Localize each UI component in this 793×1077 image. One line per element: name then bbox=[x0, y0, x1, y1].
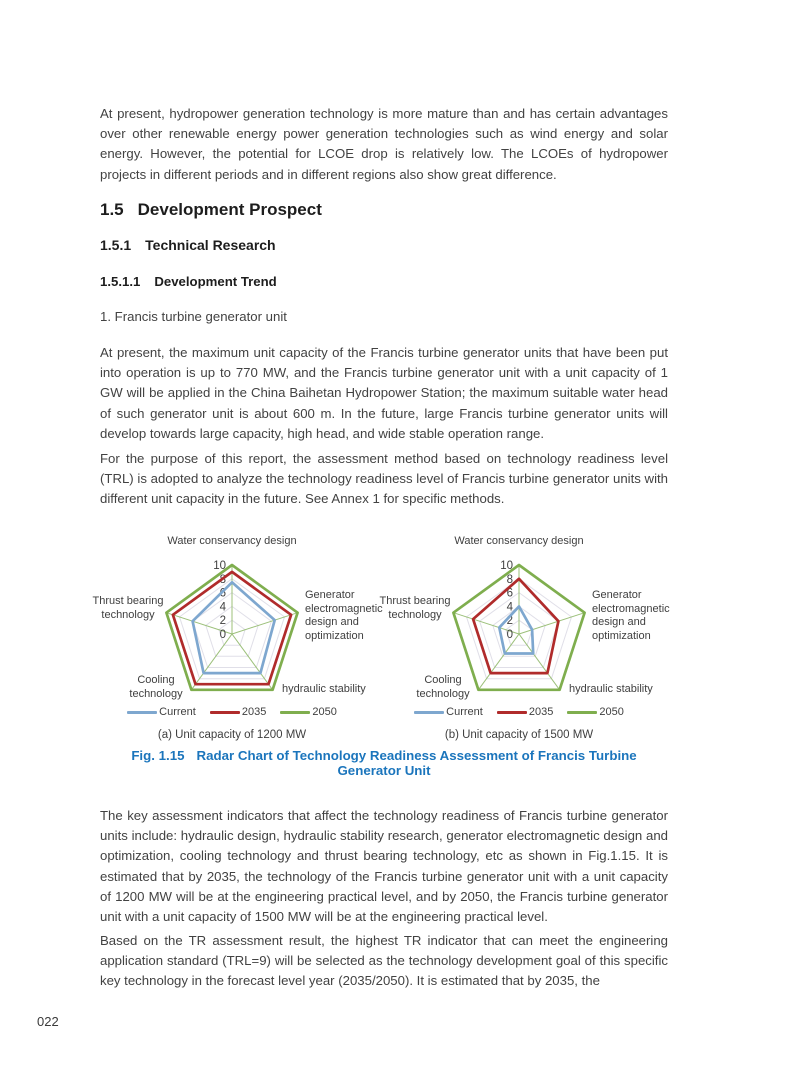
subcaption-b: (b) Unit capacity of 1500 MW bbox=[444, 729, 594, 741]
axis-label-cooling-technology: Cooling technology bbox=[416, 674, 470, 700]
legend-label-2035: 2035 bbox=[528, 706, 554, 718]
svg-text:6: 6 bbox=[219, 587, 226, 600]
legend-label-2050: 2050 bbox=[312, 706, 337, 718]
figure-caption-label: Fig. 1.15 bbox=[131, 748, 185, 763]
subsection-heading bbox=[100, 237, 668, 253]
radar-panel-a bbox=[82, 533, 382, 745]
legend-item-2050 bbox=[567, 706, 623, 718]
legend-item-2035 bbox=[210, 706, 266, 718]
line-2050-swatch bbox=[280, 711, 310, 714]
axis-label-thrust-bearing: Thrust bearing technology bbox=[379, 595, 451, 621]
subsubsection-title: Development Trend bbox=[154, 274, 277, 289]
current-line-swatch bbox=[414, 711, 444, 714]
legend-b bbox=[369, 706, 669, 718]
axis-label-generator-electromagnetic: Generator electromagnetic design and optimization bbox=[592, 589, 670, 642]
radar-chart-1200mw bbox=[82, 547, 382, 705]
legend-item-current bbox=[127, 706, 196, 718]
legend-item-2035 bbox=[497, 706, 553, 718]
subcaption-a: (a) Unit capacity of 1200 MW bbox=[157, 729, 307, 741]
svg-text:8: 8 bbox=[506, 573, 513, 586]
paragraph-key-indicators: The key assessment indicators that affect the technology readiness of Francis turbine generator units include: hydraulic design, hydraulic stability research, generator electromagnetic design and optimization, cooling technology and thrust bearing technology, etc as shown in Fig.1.15. It is estimated that by 2035, the technology of the Francis turbine generator unit with a unit capacity of 1200 MW will be at the engineering practical level, and by 2050, the Francis turbine generator unit with a unit capacity of 1500 MW will be at the engineering practical level. bbox=[100, 808, 668, 925]
paragraph-francis-capacity: At present, the maximum unit capacity of the Francis turbine generator units that have been put into operation is up to 770 MW, and the Francis turbine generator unit with a unit capacity of 1 GW will be applied in the China Baihetan Hydropower Station; the maximum suitable water head of such generator unit is about 600 m. In the future, large Francis turbine generator units will develop towards large capacity, high head, and wide stable operation range. bbox=[100, 345, 668, 441]
svg-text:6: 6 bbox=[506, 587, 513, 600]
svg-text:4: 4 bbox=[219, 601, 226, 614]
svg-text:10: 10 bbox=[213, 560, 226, 572]
legend-label-2050: 2050 bbox=[599, 706, 624, 718]
figure-caption bbox=[100, 748, 668, 778]
line-2035-swatch bbox=[210, 711, 240, 714]
line-2050-swatch bbox=[567, 711, 597, 714]
axis-label-water-conservancy: Water conservancy design bbox=[454, 535, 584, 547]
section-title: Development Prospect bbox=[137, 200, 322, 219]
svg-text:2: 2 bbox=[506, 615, 513, 628]
paragraph-intro: At present, hydropower generation technology is more mature than and has certain advantages over other renewable energy power generation technologies such as wind energy and solar energy. However, the potential for LCOE drop is relatively low. The LCOEs of hydropower projects in different periods and in different regions also show great difference. bbox=[100, 106, 668, 182]
axis-label-water-conservancy: Water conservancy design bbox=[167, 535, 297, 547]
subsubsection-number: 1.5.1.1 bbox=[100, 274, 141, 289]
legend-label-current: Current bbox=[446, 706, 483, 718]
radar-panel-b bbox=[369, 533, 669, 745]
svg-text:0: 0 bbox=[219, 629, 226, 641]
legend-a bbox=[82, 706, 382, 718]
svg-text:8: 8 bbox=[219, 573, 226, 586]
legend-item-current bbox=[414, 706, 483, 718]
legend-label-current: Current bbox=[159, 706, 196, 718]
axis-label-generator-electromagnetic: Generator electromagnetic design and optimization bbox=[305, 589, 383, 642]
svg-text:10: 10 bbox=[500, 560, 513, 572]
svg-text:2: 2 bbox=[219, 615, 226, 628]
axis-label-cooling-technology: Cooling technology bbox=[129, 674, 183, 700]
subsubsection-heading bbox=[100, 274, 668, 289]
current-line-swatch bbox=[127, 711, 157, 714]
radar-chart-1500mw bbox=[369, 547, 669, 705]
paragraph-tr-assessment: Based on the TR assessment result, the highest TR indicator that can meet the engineering application standard (TRL=9) will be selected as the technology development goal of this specific key technology in the forecast level year (2035/2050). It is estimated that by 2035, the bbox=[100, 933, 668, 989]
subsection-title: Technical Research bbox=[145, 237, 276, 253]
axis-label-hydraulic-stability: hydraulic stability bbox=[569, 683, 653, 695]
svg-text:0: 0 bbox=[506, 629, 513, 641]
line-2035-swatch bbox=[497, 711, 527, 714]
paragraph-trl-method: For the purpose of this report, the assessment method based on technology readiness level (TRL) is adopted to analyze the technology readiness level of Francis turbine generator units with different unit capacity in the future. See Annex 1 for specific methods. bbox=[100, 451, 668, 507]
subsection-number: 1.5.1 bbox=[100, 237, 132, 253]
numbered-list-item: 1. Francis turbine generator unit bbox=[100, 309, 287, 324]
axis-label-hydraulic-stability: hydraulic stability bbox=[282, 683, 366, 695]
page-number: 022 bbox=[37, 1014, 59, 1029]
axis-label-thrust-bearing: Thrust bearing technology bbox=[92, 595, 164, 621]
legend-item-2050 bbox=[280, 706, 336, 718]
svg-text:4: 4 bbox=[506, 601, 513, 614]
section-heading bbox=[100, 200, 668, 220]
figure-caption-title: Radar Chart of Technology Readiness Assessment of Francis Turbine Generator Unit bbox=[196, 748, 637, 778]
section-number: 1.5 bbox=[100, 200, 124, 219]
legend-label-2035: 2035 bbox=[241, 706, 267, 718]
